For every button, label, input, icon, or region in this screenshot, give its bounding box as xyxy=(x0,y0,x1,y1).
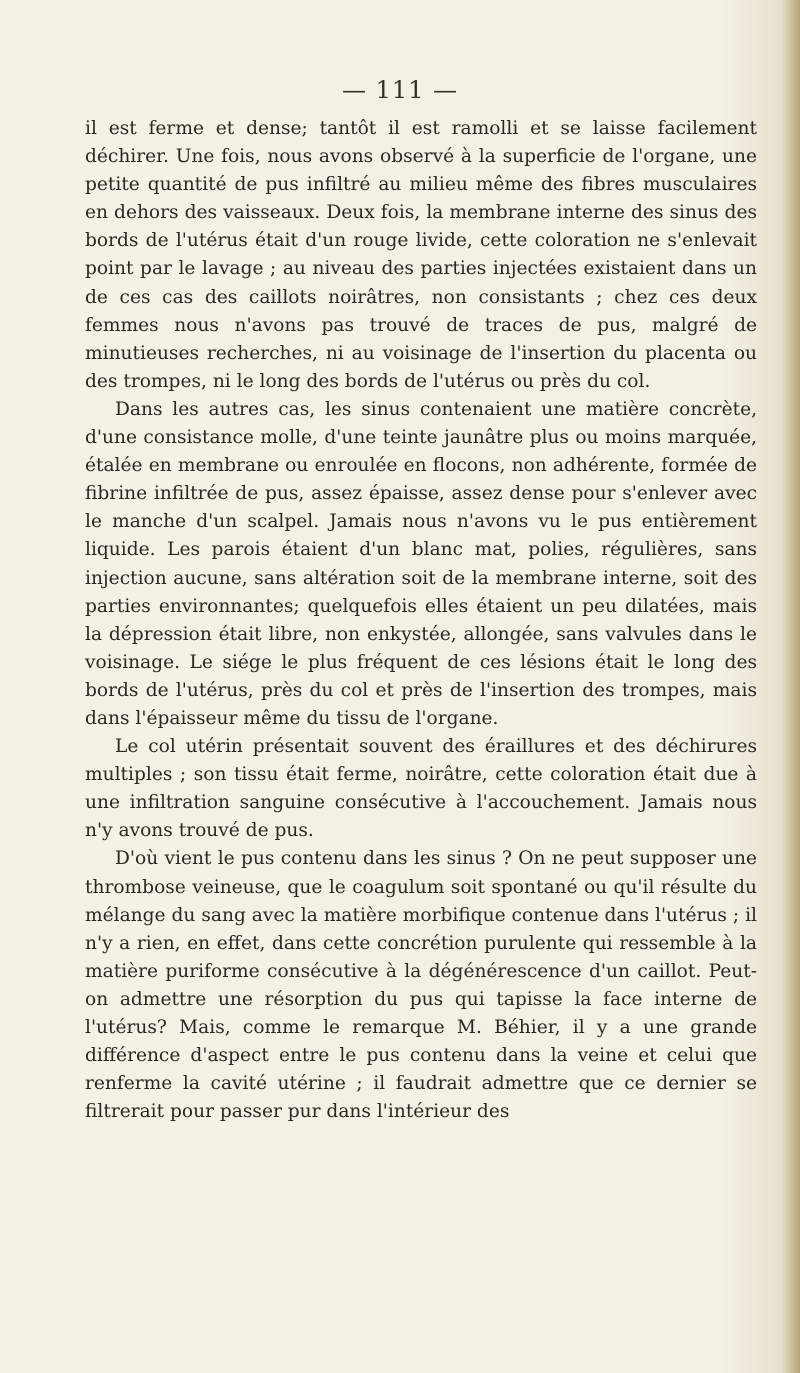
paragraph-continued: il est ferme et dense; tantôt il est ramolli et se laisse facilement déchirer. Une fois, nous avons observé à la superficie de l'organe, une petite quantité de pus infiltré au milieu même des fibres musculaires en dehors des vaisseaux. Deux fois, la membrane interne des sinus des bords de l'utérus était d'un rouge livide, cette coloration ne s'enlevait point par le lavage ; au niveau des parties injectées existaient dans un de ces cas des caillots noirâtres, non consistants ; chez ces deux femmes nous n'avons pas trouvé de traces de pus, malgré de minutieuses recherches, ni au voisinage de l'insertion du placenta ou des trompes, ni le long des bords de l'utérus ou près du col. xyxy=(85,118,757,392)
page-edge-shadow xyxy=(782,0,800,1373)
paragraph-sinus-contents: Dans les autres cas, les sinus contenaient une matière concrète, d'une consistance molle, d'une teinte jaunâtre plus ou moins marquée, étalée en membrane ou enroulée en flocons, non adhérente, formée de fibrine infiltrée de pus, assez épaisse, assez dense pour s'enlever avec le manche d'un scalpel. Jamais nous n'avons vu le pus entièrement liquide. Les parois étaient d'un blanc mat, polies, régulières, sans injection aucune, sans altération soit de la membrane interne, soit des parties environnantes; quelquefois elles étaient un peu dilatées, mais la dépression était libre, non enkystée, allongée, sans valvules dans le voisinage. Le siége le plus fréquent de ces lésions était le long des bords de l'utérus, près du col et près de l'insertion des trompes, mais dans l'épaisseur même du tissu de l'organe. xyxy=(85,398,757,729)
page-number: — 111 — xyxy=(341,76,459,104)
paragraph-pus-origin: D'où vient le pus contenu dans les sinus ? On ne peut supposer une thrombose veineuse, que le coagulum soit spontané ou qu'il résulte du mélange du sang avec la matière morbifique contenue dans l'utérus ; il n'y a rien, en effet, dans cette concrétion purulente qui ressemble à la matière puriforme consécutive à la dégénérescence d'un caillot. Peut-on admettre une résorption du pus qui tapisse la face interne de l'utérus? Mais, comme le remarque M. Béhier, il y a une grande différence d'aspect entre le pus contenu dans la veine et celui que renferme la cavité utérine ; il faudrait admettre que ce dernier se filtrerait pour passer pur dans l'intérieur des xyxy=(85,848,757,1123)
body-text xyxy=(85,115,757,1126)
paragraph-cervix: Le col utérin présentait souvent des éraillures et des déchirures multiples ; son tissu était ferme, noirâtre, cette coloration était due à une infiltration sanguine consécutive à l'accouchement. Jamais nous n'y avons trouvé de pus. xyxy=(85,736,757,842)
